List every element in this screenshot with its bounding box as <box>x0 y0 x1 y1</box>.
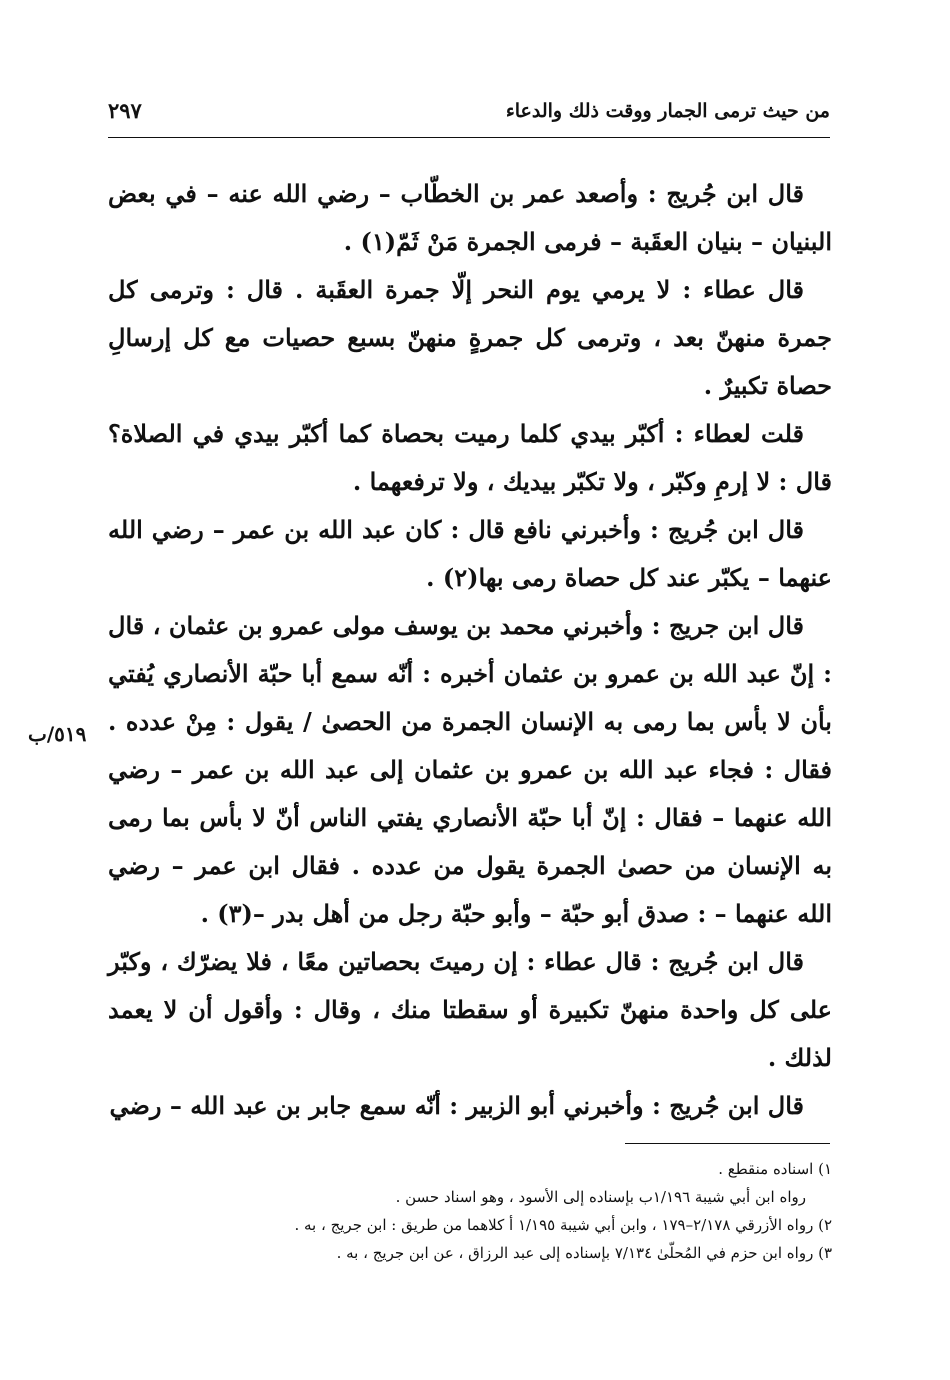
footnote: ٢) رواه الأزرقي ٢/١٧٨–١٧٩ ، وابن أبي شيبة ١/١٩٥ أ كلاهما من طريق : ابن جريج ، به . <box>294 1216 832 1234</box>
footnotes <box>108 1155 832 1267</box>
running-title: من حيث ترمى الجمار ووقت ذلك والدعاء <box>505 100 830 122</box>
paragraph: قال ابن جُريج : وأخبرني نافع قال : كان عبد الله بن عمر – رضي الله عنهما – يكبّر عند كل حصاة رمى بها(٢) . <box>108 515 832 592</box>
running-header <box>108 96 830 136</box>
margin-folio-note: ٥١٩/ب <box>28 722 87 746</box>
main-text <box>108 170 832 1130</box>
footnote: ٣) رواه ابن حزم في المُحلّىٰ ٧/١٣٤ بإسناده إلى عبد الرزاق ، عن ابن جريج ، به . <box>336 1244 832 1262</box>
paragraph: قال ابن جُريج : قال عطاء : إن رميتَ بحصاتين معًا ، فلا يضرّك ، وكبّر على كل واحدة منهنّ تكبيرة أو سقطتا منك ، وقال : وأقول أن لا يعمد لذلك . <box>108 947 832 1072</box>
footnote: ١) اسناده منقطع . <box>718 1160 832 1178</box>
header-rule <box>108 137 830 138</box>
paragraph: قال ابن جُريج : وأخبرني أبو الزبير : أنّه سمع جابر بن عبد الله – رضي <box>109 1091 804 1120</box>
footnote: رواه ابن أبي شيبة ١/١٩٦ب بإسناده إلى الأسود ، وهو اسناد حسن . <box>395 1188 806 1206</box>
paragraph: قال ابن جريج : وأخبرني محمد بن يوسف مولى عمرو بن عثمان ، قال : إنّ عبد الله بن عمرو بن عثمان أخبره : أنّه سمع أبا حبّة الأنصاري يُفتي بأن لا بأس بما رمى به الإنسان الجمرة من الحصىٰ / يقول : مِنْ عدده . فقال : فجاء عبد الله بن عمرو بن عثمان إلى عبد الله بن عمر – رضي الله عنهما – فقال : إنّ أبا حبّة الأنصاري يفتي الناس أنّ لا بأس بما رمى به الإنسان من حصىٰ الجمرة يقول من عدده . فقال ابن عمر – رضي الله عنهما – : صدق أبو حبّة – وأبو حبّة رجل من أهل بدر –(٣) . <box>108 611 832 928</box>
paragraph: قال ابن جُريج : وأصعد عمر بن الخطّاب – رضي الله عنه – في بعض البنيان – بنيان العقَبة – فرمى الجمرة مَنْ ثَمّ(١) . <box>108 179 832 256</box>
page-number: ٢٩٧ <box>108 98 142 123</box>
paragraph: قلت لعطاء : أكبّر بيدي كلما رميت بحصاة كما أكبّر بيدي في الصلاة؟ قال : لا إرمِ وكبّر ، ولا تكبّر بيديك ، ولا ترفعهما . <box>108 419 832 496</box>
paragraph: قال عطاء : لا يرمي يوم النحر إلّا جمرة العقَبة . قال : وترمى كل جمرة منهنّ بعد ، وترمى كل جمرةٍ منهنّ بسبع حصيات مع كل إرسالِ حصاة تكبيرٌ . <box>108 275 832 400</box>
footnote-rule <box>625 1143 830 1144</box>
